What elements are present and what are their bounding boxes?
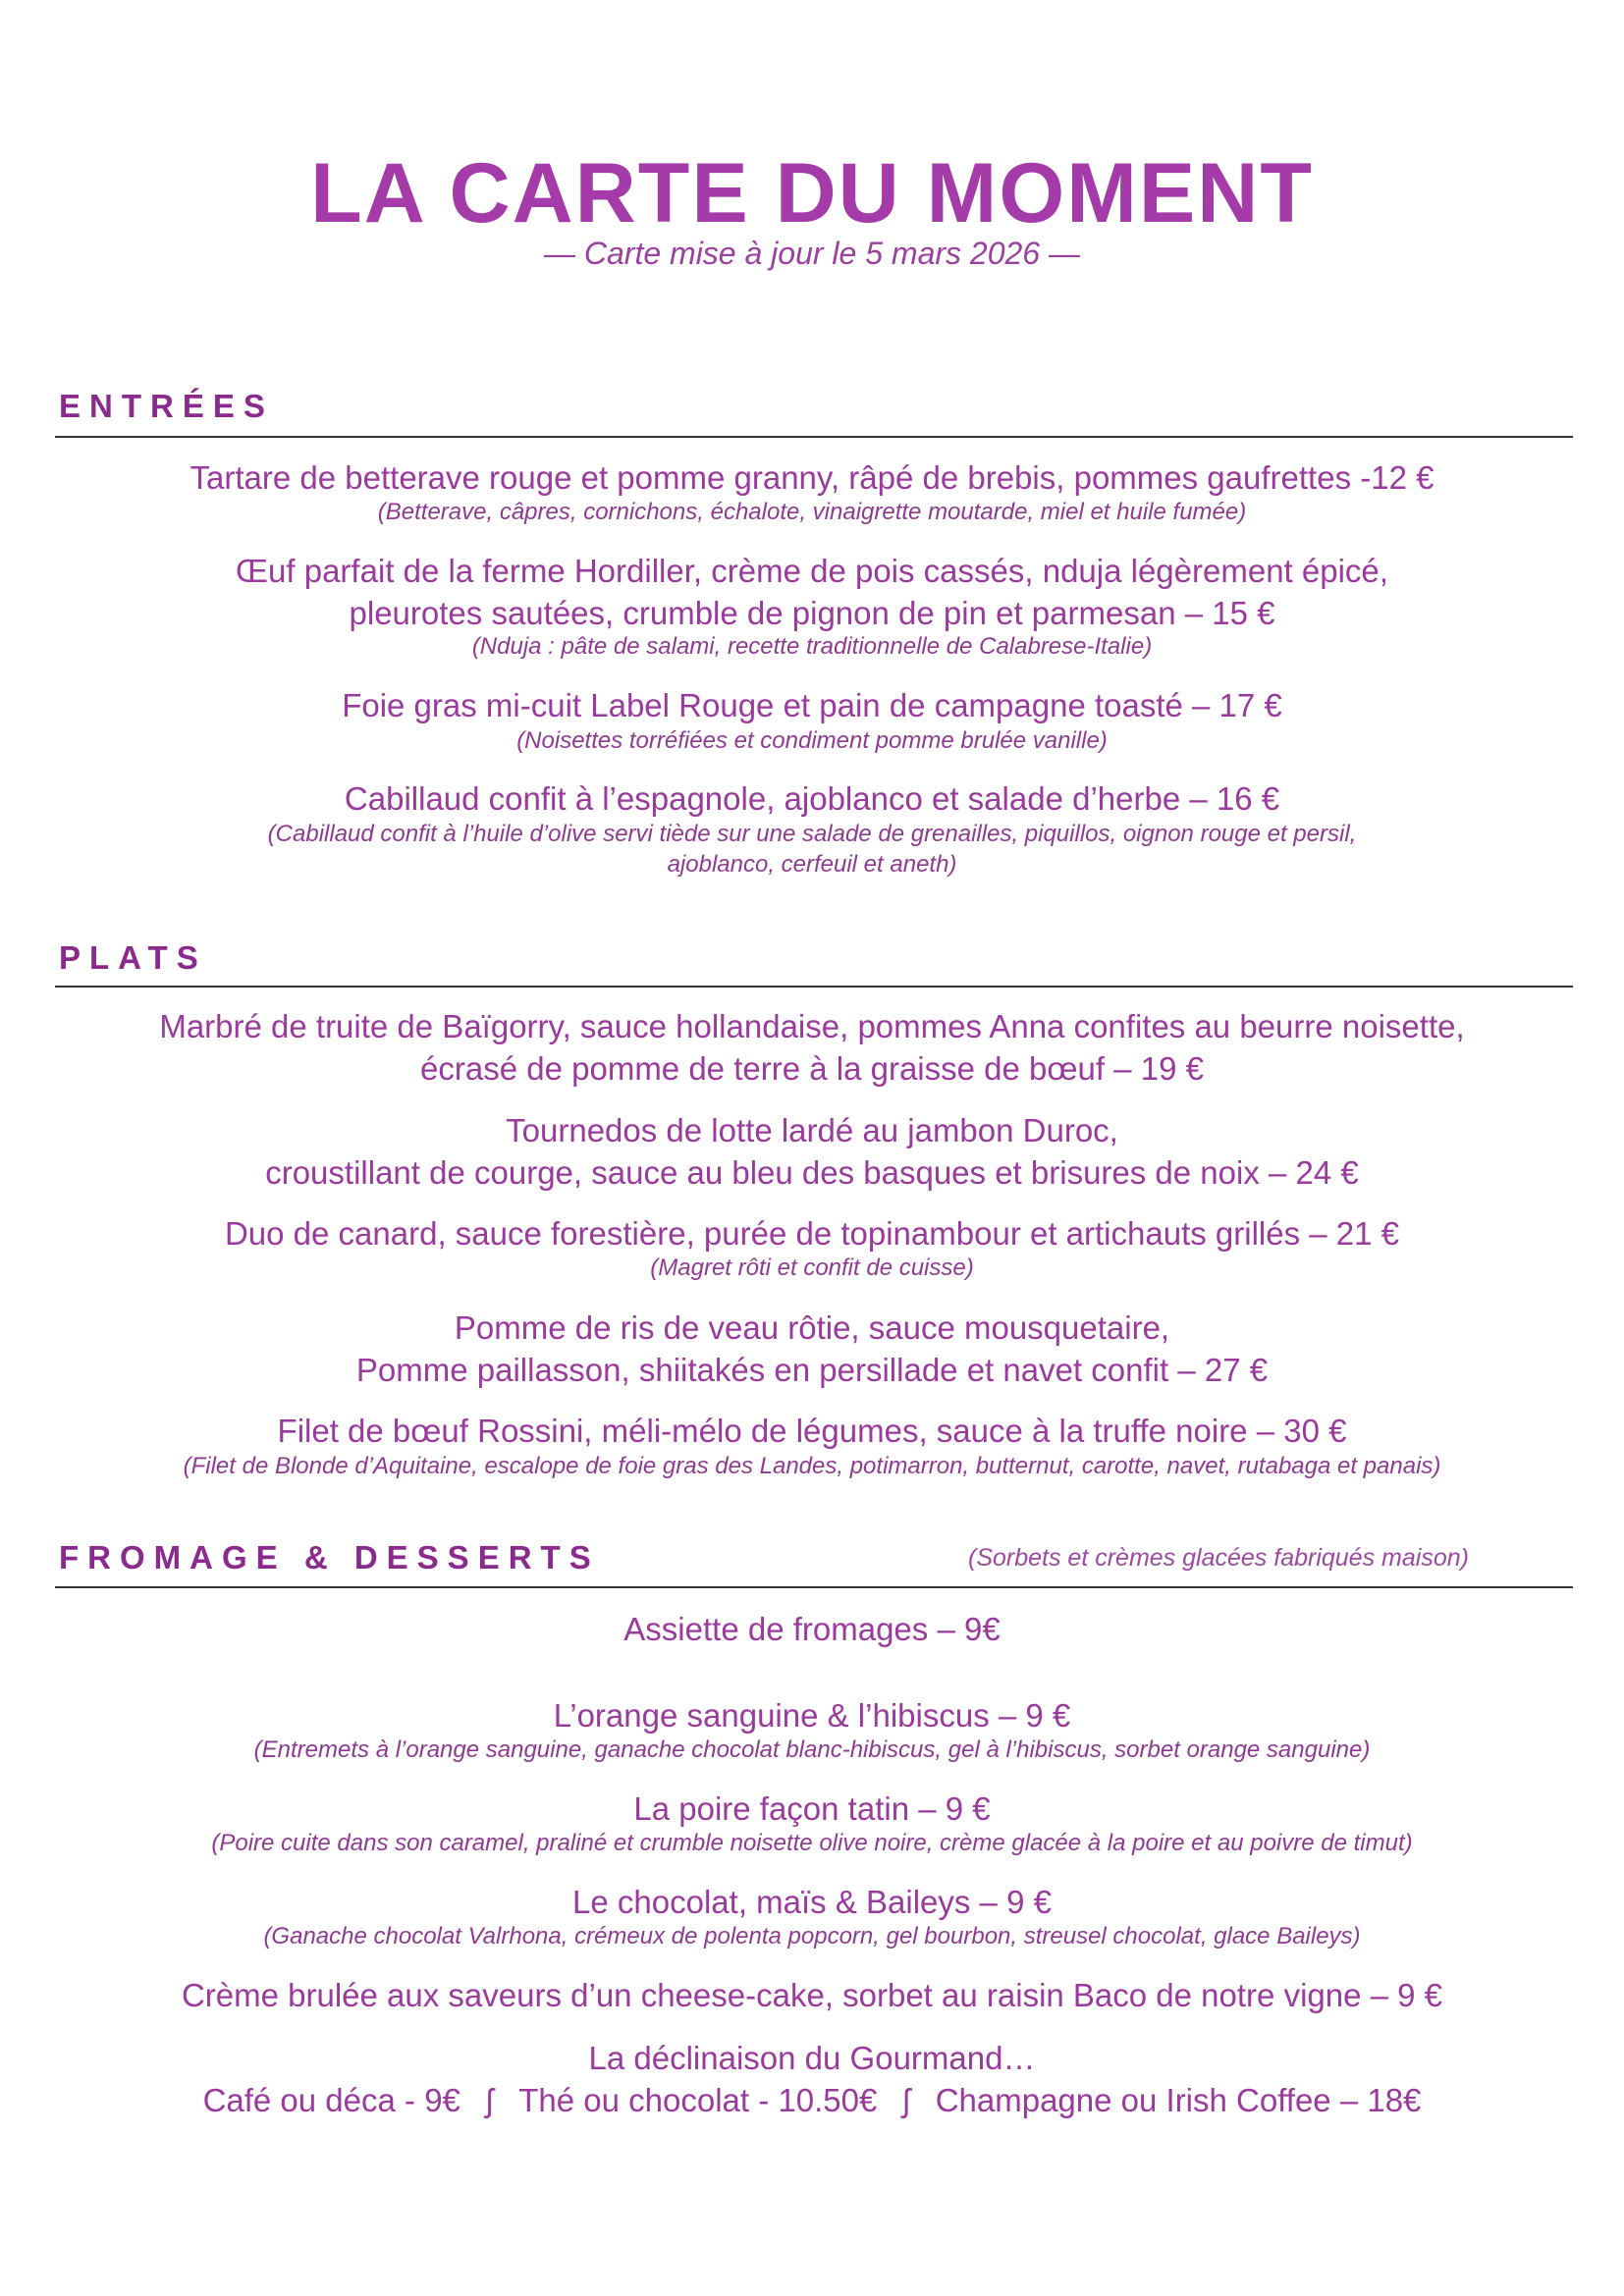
menu-item <box>29 1307 1595 1391</box>
menu-item <box>29 456 1595 499</box>
item-description <box>29 497 1595 527</box>
page-title: LA CARTE DU MOMENT <box>310 146 1314 240</box>
menu-item <box>29 1694 1595 1736</box>
item-title-line: Duo de canard, sauce forestière, purée de topinambour et artichauts grillés – 21 € <box>224 1215 1400 1252</box>
item-description <box>29 1921 1595 1951</box>
item-description-line: (Filet de Blonde d’Aquitaine, escalope de foie gras des Landes, potimarron, butternut, carotte, navet, rutabaga et panais) <box>183 1453 1441 1479</box>
item-description <box>29 631 1595 662</box>
item-title-line: pleurotes sautées, crumble de pignon de pin et parmesan – 15 € <box>349 595 1275 631</box>
item-description <box>29 725 1595 756</box>
item-title-line: La poire façon tatin – 9 € <box>633 1790 991 1827</box>
gourmand-options <box>29 2079 1595 2121</box>
menu-item <box>29 1881 1595 1923</box>
menu-item <box>29 1788 1595 1830</box>
item-description <box>29 1451 1595 1481</box>
menu-item <box>29 1005 1595 1090</box>
item-description-line: (Magret rôti et confit de cuisse) <box>650 1255 974 1281</box>
item-title-line: Assiette de fromages – 9€ <box>623 1611 1001 1647</box>
section-divider <box>55 436 1573 438</box>
gourmand-option: Champagne ou Irish Coffee – 18€ <box>935 2082 1422 2118</box>
menu-item <box>29 777 1595 820</box>
separator-glyph: ʃ <box>485 2082 494 2118</box>
menu-item <box>29 1608 1595 1650</box>
section-note: (Sorbets et crèmes glacées fabriqués maison) <box>968 1544 1469 1572</box>
item-title-line: croustillant de courge, sauce au bleu des basques et brisures de noix – 24 € <box>265 1154 1359 1191</box>
item-title-line: Marbré de truite de Baïgorry, sauce hollandaise, pommes Anna confites au beurre noisette, <box>159 1008 1465 1044</box>
item-description <box>29 1735 1595 1765</box>
gourmand-title: La déclinaison du Gourmand… <box>588 2040 1036 2076</box>
item-title-line: Filet de bœuf Rossini, méli-mélo de légumes, sauce à la truffe noire – 30 € <box>277 1413 1347 1449</box>
item-description-line: (Cabillaud confit à l’huile d’olive servi tiède sur une salade de grenailles, piquillos, oignon rouge et persil, <box>267 821 1357 847</box>
menu-item <box>29 550 1595 634</box>
item-title-line: L’orange sanguine & l’hibiscus – 9 € <box>553 1697 1071 1734</box>
item-title-line: Foie gras mi-cuit Label Rouge et pain de campagne toasté – 17 € <box>342 687 1282 723</box>
item-description-line: (Noisettes torréfiées et condiment pomme brulée vanille) <box>516 727 1108 754</box>
menu-item <box>29 684 1595 726</box>
item-title-line: Crème brulée aux saveurs d’un cheese-cake, sorbet au raisin Baco de notre vigne – 9 € <box>181 1977 1443 2013</box>
item-title-line: Cabillaud confit à l’espagnole, ajoblanco et salade d’herbe – 16 € <box>344 780 1280 817</box>
item-description-line: (Betterave, câpres, cornichons, échalote, vinaigrette moutarde, miel et huile fumée) <box>377 499 1247 525</box>
menu-item <box>29 1212 1595 1255</box>
section-divider <box>55 986 1573 988</box>
gourmand-option: Café ou déca - 9€ <box>202 2082 460 2118</box>
item-title-line: Tournedos de lotte lardé au jambon Duroc, <box>506 1112 1118 1148</box>
item-title-line: Œuf parfait de la ferme Hordiller, crème de pois cassés, nduja légèrement épicé, <box>236 553 1388 589</box>
section-heading-desserts: FROMAGE & DESSERTS <box>59 1539 600 1575</box>
item-title-line: Pomme de ris de veau rôtie, sauce mousquetaire, <box>454 1309 1170 1346</box>
gourmand-option: Thé ou chocolat - 10.50€ <box>518 2082 878 2118</box>
menu-item <box>29 1109 1595 1194</box>
item-title-line: Pomme paillasson, shiitakés en persillade et navet confit – 27 € <box>355 1352 1269 1388</box>
menu-item <box>29 1410 1595 1452</box>
item-description-line: (Entremets à l’orange sanguine, ganache chocolat blanc-hibiscus, gel à l’hibiscus, sorbet orange sanguine) <box>253 1736 1371 1763</box>
item-title-line: Le chocolat, maïs & Baileys – 9 € <box>572 1884 1052 1920</box>
separator-glyph: ʃ <box>902 2082 910 2118</box>
menu-item <box>29 1974 1595 2016</box>
section-divider <box>55 1586 1573 1588</box>
page-subtitle: — Carte mise à jour le 5 mars 2026 — <box>544 236 1080 271</box>
item-title-line: Tartare de betterave rouge et pomme granny, râpé de brebis, pommes gaufrettes -12 € <box>189 459 1435 496</box>
item-description <box>29 1828 1595 1858</box>
section-heading-entrees: ENTRÉES <box>59 388 274 424</box>
gourmand-block <box>29 2037 1595 2121</box>
item-title-line: écrasé de pomme de terre à la graisse de bœuf – 19 € <box>420 1050 1204 1087</box>
item-description-line: (Poire cuite dans son caramel, praliné et crumble noisette olive noire, crème glacée à la poire et au poivre de timut) <box>211 1830 1413 1856</box>
item-description-line: (Nduja : pâte de salami, recette traditionnelle de Calabrese-Italie) <box>471 633 1153 660</box>
item-description <box>29 819 1595 880</box>
section-heading-plats: PLATS <box>59 939 207 976</box>
item-description-line: (Ganache chocolat Valrhona, crémeux de polenta popcorn, gel bourbon, streusel chocolat, glace Baileys) <box>263 1923 1361 1949</box>
item-description-line: ajoblanco, cerfeuil et aneth) <box>667 851 957 878</box>
item-description <box>29 1253 1595 1283</box>
